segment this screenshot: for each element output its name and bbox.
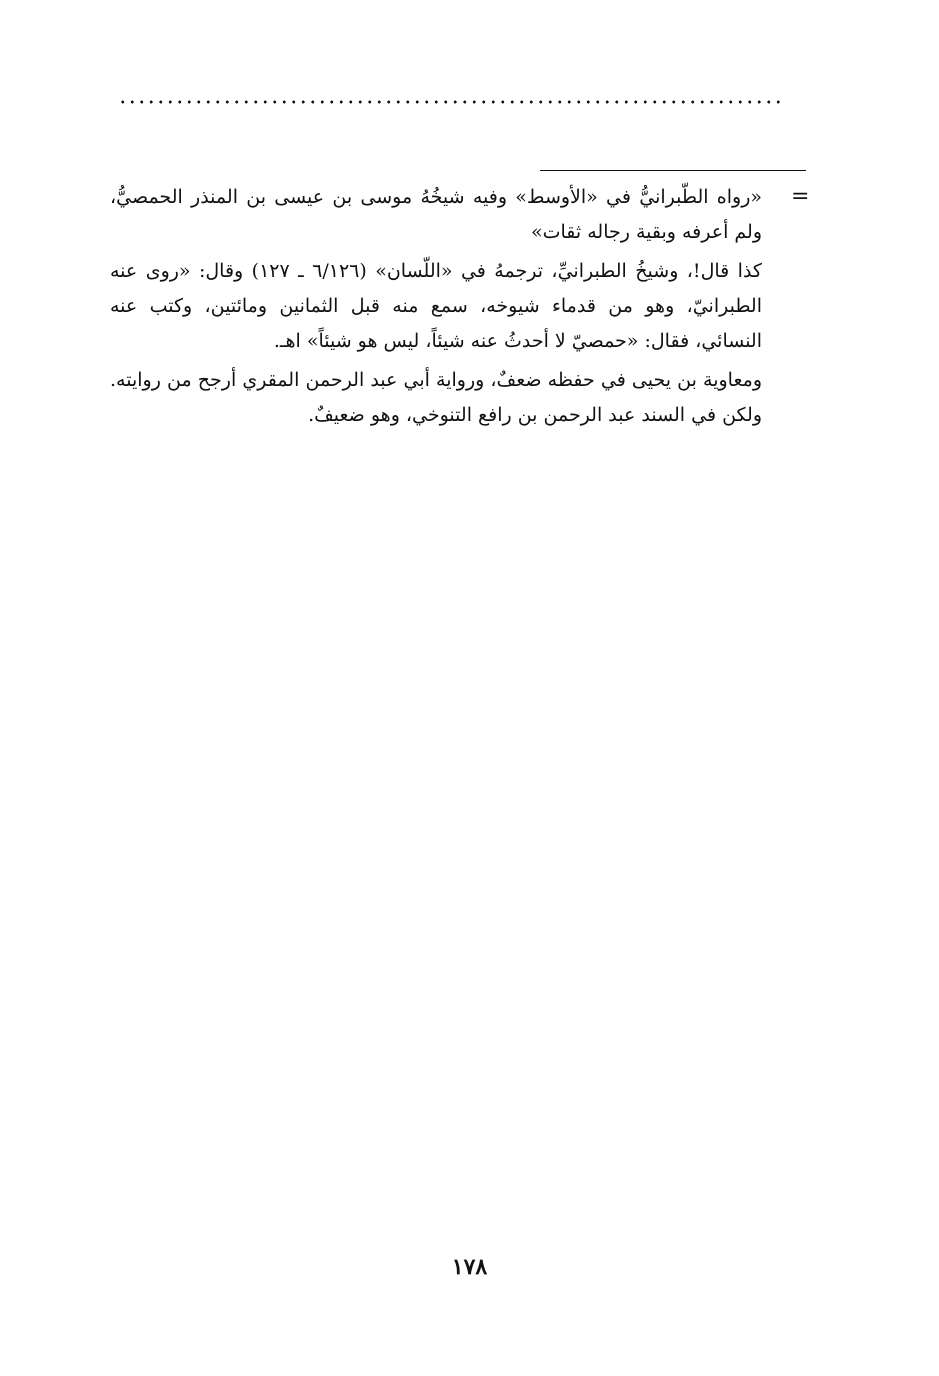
footnote-paragraph-2: كذا قال!، وشيخُ الطبرانيِّ، ترجمهُ في «اللّسان» (٦/١٢٦ ـ ١٢٧) وقال: «روى عنه الطبرانيّ، وهو من قدماء شيوخه، سمع منه قبل الثمانين ومائتين، وكتب عنه النسائي، فقال: «حمصيّ لا أحدثُ عنه شيئاً، ليس هو شيئاً» اهـ.	[110, 260, 762, 352]
dotted-separator	[118, 96, 786, 108]
continuation-mark: =	[791, 184, 810, 209]
footnote-paragraph-3: ومعاوية بن يحيى في حفظه ضعفٌ، ورواية أبي عبد الرحمن المقري أرجح من روايته. ولكن في السند عبد الرحمن بن رافع التنوخي، وهو ضعيفٌ.	[110, 369, 762, 426]
footnote-paragraph-1: «رواه الطّبرانيُّ في «الأوسط» وفيه شيخُهُ موسى بن عيسى بن المنذر الحمصيُّ، ولم أعرفه وبقية رجاله ثقات»	[110, 186, 762, 243]
footnotes	[110, 180, 762, 437]
page-number: ١٧٨	[451, 1254, 488, 1280]
footnote-rule	[540, 170, 806, 171]
